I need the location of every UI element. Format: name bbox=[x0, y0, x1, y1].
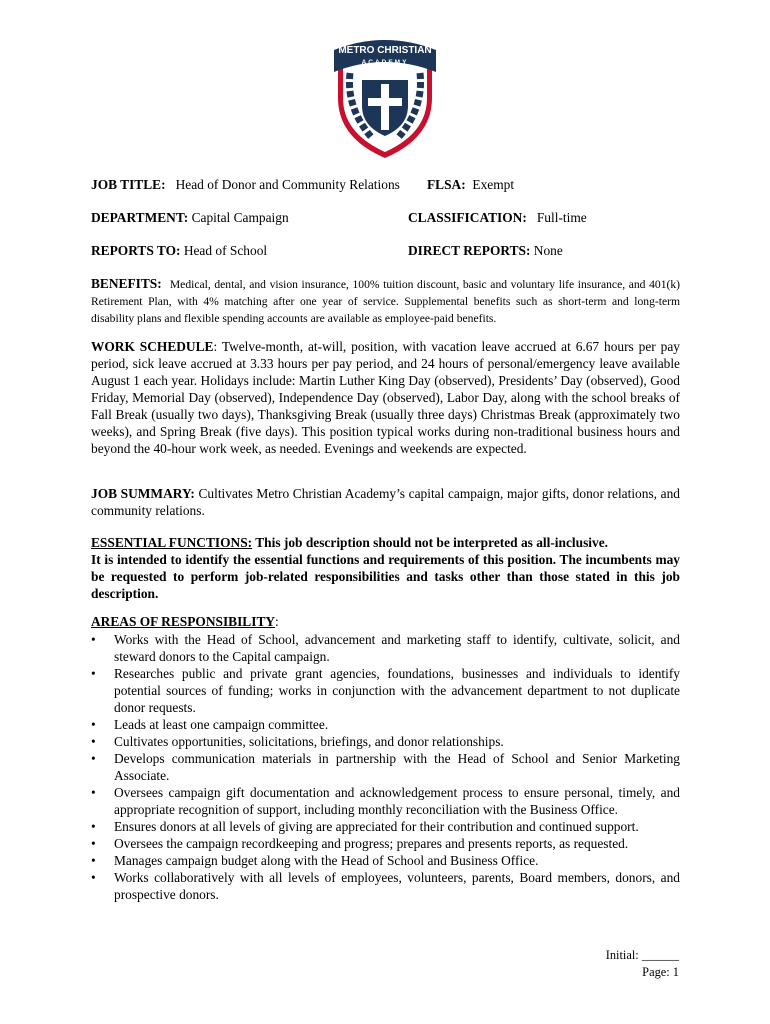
logo-name: METRO CHRISTIAN bbox=[338, 45, 432, 56]
job-title-label: JOB TITLE: bbox=[91, 177, 166, 192]
crest-icon bbox=[332, 28, 438, 160]
list-item: • Oversees the campaign recordkeeping and progress; prepares and presents reports, as requested. bbox=[91, 836, 629, 851]
direct-reports-label: DIRECT REPORTS: bbox=[408, 243, 531, 258]
list-item: • Develops communication materials in partnership with the Head of School and Senior Marketing Associate. bbox=[91, 751, 680, 783]
essential-functions-label: ESSENTIAL FUNCTIONS: bbox=[91, 535, 253, 550]
bullet-icon: • bbox=[91, 836, 96, 851]
flsa-value: Exempt bbox=[472, 177, 515, 192]
job-summary-label: JOB SUMMARY: bbox=[91, 486, 195, 501]
job-title-value: Head of Donor and Community Relations bbox=[175, 177, 400, 192]
list-item: • Researches public and private grant agencies, foundations, businesses and individuals to identify potential sources of funding; works in conjunction with the advancement department to not duplicate donor requests. bbox=[91, 666, 680, 715]
reports-to-value: Head of School bbox=[183, 243, 268, 258]
list-item: • Manages campaign budget along with the Head of School and Business Office. bbox=[91, 853, 539, 868]
bullet-icon: • bbox=[91, 717, 96, 732]
areas-label: AREAS OF RESPONSIBILITY bbox=[91, 614, 276, 629]
school-logo bbox=[332, 28, 438, 160]
list-item: • Oversees campaign gift documentation and acknowledgement process to ensure personal, timely, and appropriate recognition of support, including monthly reconciliation with the Business Office. bbox=[91, 785, 680, 817]
classification-row bbox=[408, 210, 587, 226]
logo-est: EST. bbox=[366, 69, 374, 73]
flsa-row bbox=[427, 177, 514, 193]
reports-to-row bbox=[91, 243, 267, 259]
direct-reports-value: None bbox=[533, 243, 563, 258]
direct-reports-row bbox=[408, 243, 563, 259]
bullet-icon: • bbox=[91, 666, 96, 681]
classification-value: Full-time bbox=[536, 210, 587, 225]
logo-year: 1990 bbox=[396, 69, 404, 73]
areas-heading: AREAS OF RESPONSIBILITY: bbox=[91, 614, 279, 629]
department-row bbox=[91, 210, 289, 226]
flsa-label: FLSA: bbox=[427, 177, 466, 192]
page-number: Page: 1 bbox=[642, 965, 679, 979]
bullet-icon: • bbox=[91, 853, 96, 868]
logo-sub: ACADEMY bbox=[361, 59, 409, 66]
work-schedule-section: WORK SCHEDULE: Twelve-month, at-will, position, with vacation leave accrued at 6.67 hours per pay period, sick leave accrued at 3.33 hours per pay period, and 24 hours of personal/emergency leave available August 1 each year. Holidays include: Martin Luther King Day (observed), Presidents’ Day (observed), Good Friday, Memorial Day (observed), Independence Day (observed), Labor Day, along with the school breaks of Fall Break (usually two days), Thanksgiving Break (usually three days) Christmas Break (approximately two weeks), and Spring Break (five days). This position typical works during non-traditional business hours and beyond the 40-hour work week, as needed. Evenings and weekends are expected. bbox=[91, 339, 680, 456]
benefits-text: Medical, dental, and vision insurance, 100% tuition discount, basic and voluntary life insurance, and 401(k) Retirement Plan, with 4% matching after one year of service. Supplemental benefits such as short-term and long-term disability plans and flexible spending accounts are available as employee-paid benefits. bbox=[91, 278, 681, 325]
department-label: DEPARTMENT: bbox=[91, 210, 189, 225]
job-title-row bbox=[91, 177, 400, 193]
job-summary-section bbox=[91, 485, 680, 519]
list-item: • Ensures donors at all levels of giving are appreciated for their contribution and continued support. bbox=[91, 819, 639, 834]
department-value: Capital Campaign bbox=[191, 210, 289, 225]
bullet-icon: • bbox=[91, 632, 96, 647]
work-schedule-label: WORK SCHEDULE bbox=[91, 339, 214, 354]
bullet-icon: • bbox=[91, 785, 96, 800]
responsibility-list bbox=[91, 631, 680, 903]
list-item: • Works with the Head of School, advancement and marketing staff to identify, cultivate, solicit, and steward donors to the Capital campaign. bbox=[91, 632, 680, 664]
benefits-section: BENEFITS: Medical, dental, and vision insurance, 100% tuition discount, basic and voluntary life insurance, and 401(k) Retirement Plan, with 4% matching after one year of service. Supplemental benefits such as short-term and long-term disability plans and flexible spending accounts are available as employee-paid benefits. bbox=[91, 276, 681, 325]
work-schedule-text: Twelve-month, at-will, position, with vacation leave accrued at 6.67 hours per pay period, sick leave accrued at 3.33 hours per pay period, and 24 hours of personal/emergency leave available August 1 each year. Holidays include: Martin Luther King Day (observed), Presidents’ Day (observed), Good Friday, Memorial Day (observed), Independence Day (observed), Labor Day, along with the school breaks of Fall Break (usually two days), Thanksgiving Break (usually three days) Christmas Break (approximately two weeks), and Spring Break (five days). This position typical works during non-traditional business hours and beyond the 40-hour work week, as needed. Evenings and weekends are expected. bbox=[91, 339, 680, 456]
reports-to-label: REPORTS TO: bbox=[91, 243, 181, 258]
list-item: • Works collaboratively with all levels of employees, volunteers, parents, Board members, donors, and prospective donors. bbox=[91, 870, 680, 902]
bullet-icon: • bbox=[91, 734, 96, 749]
essential-functions-section bbox=[91, 534, 680, 602]
bullet-icon: • bbox=[91, 870, 96, 885]
benefits-label: BENEFITS bbox=[91, 276, 158, 291]
classification-label: CLASSIFICATION: bbox=[408, 210, 527, 225]
essential-functions-line1: This job description should not be interpreted as all-inclusive. bbox=[255, 535, 609, 550]
initial-field: Initial: ______ bbox=[605, 948, 679, 962]
bullet-icon: • bbox=[91, 819, 96, 834]
list-item: • Cultivates opportunities, solicitations, briefings, and donor relationships. bbox=[91, 734, 504, 749]
job-summary-text: Cultivates Metro Christian Academy’s capital campaign, major gifts, donor relations, and community relations. bbox=[91, 486, 680, 518]
bullet-icon: • bbox=[91, 751, 96, 766]
list-item: • Leads at least one campaign committee. bbox=[91, 717, 329, 732]
essential-functions-line2: It is intended to identify the essential functions and requirements of this position. The incumbents may be requested to perform job-related responsibilities and tasks other than those stated in this job description. bbox=[91, 552, 680, 601]
